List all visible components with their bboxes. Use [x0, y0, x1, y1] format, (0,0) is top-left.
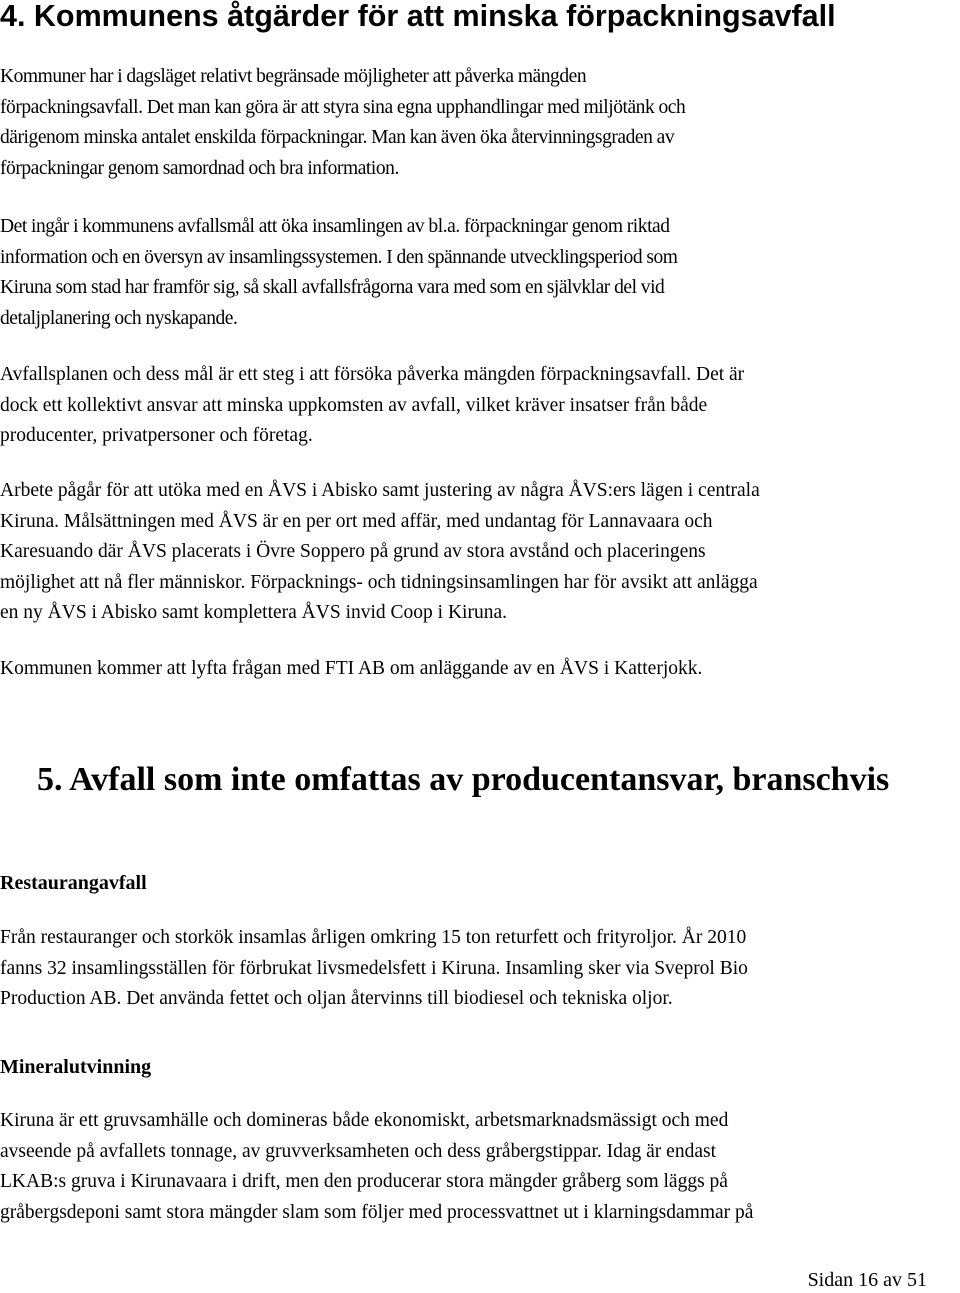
text-line: detaljplanering och nyskapande. — [0, 307, 238, 329]
subsection-restaurangavfall-text — [0, 923, 748, 1015]
section-5-heading: 5. Avfall som inte omfattas av producentansvar, branschvis — [37, 761, 890, 798]
text-line: avseende på avfallets tonnage, av gruvverksamheten och dess gråbergstippar. Idag är endast — [0, 1140, 716, 1162]
text-line: förpackningsavfall. Det man kan göra är att styra sina egna upphandlingar med miljötänk och — [0, 96, 686, 118]
text-line: Kommuner har i dagsläget relativt begränsade möjligheter att påverka mängden — [0, 66, 587, 87]
page-number: Sidan 16 av 51 — [807, 1269, 927, 1291]
text-line: förpackningar genom samordnad och bra information. — [0, 157, 399, 179]
subsection-title-mineralutvinning: Mineralutvinning — [0, 1056, 152, 1078]
text-line: Arbete pågår för att utöka med en ÅVS i Abisko samt justering av några ÅVS:ers lägen i centrala — [0, 480, 760, 501]
section-4-paragraph-1 — [0, 62, 685, 184]
text-line: Det ingår i kommunens avfallsmål att öka insamlingen av bl.a. förpackningar genom riktad — [0, 216, 670, 237]
text-line: Kiruna är ett gruvsamhälle och domineras både ekonomiskt, arbetsmarknadsmässigt och med — [0, 1110, 729, 1131]
text-line: dock ett kollektivt ansvar att minska uppkomsten av avfall, vilket kräver insatser från både — [0, 394, 708, 416]
text-line: LKAB:s gruva i Kirunavaara i drift, men den producerar stora mängder gråberg som läggs på — [0, 1171, 728, 1192]
subsection-mineralutvinning-text — [0, 1106, 753, 1228]
text-line: Production AB. Det använda fettet och oljan återvinns till biodiesel och tekniska oljor. — [0, 988, 673, 1009]
section-4-paragraph-2 — [0, 212, 678, 334]
text-line: Karesuando där ÅVS placerats i Övre Soppero på grund av stora avstånd och placeringens — [0, 541, 706, 562]
text-line: Kiruna. Målsättningen med ÅVS är en per ort med affär, med undantag för Lannavaara och — [0, 510, 713, 532]
text-line: Från restauranger och storkök insamlas årligen omkring 15 ton returfett och frityroljor. År 2010 — [0, 927, 747, 948]
text-line: producenter, privatpersoner och företag. — [0, 425, 313, 446]
section-4-paragraph-5 — [0, 654, 702, 685]
text-line: möjlighet att nå fler människor. Förpacknings- och tidningsinsamlingen har för avsikt att anlägga — [0, 571, 758, 593]
text-line: Kiruna som stad har framför sig, så skall avfallsfrågorna vara med som en självklar del vid — [0, 277, 665, 298]
text-line: fanns 32 insamlingsställen för förbrukat livsmedelsfett i Kiruna. Insamling sker via Sveprol Bio — [0, 957, 748, 979]
text-line: gråbergsdeponi samt stora mängder slam som följer med processvattnet ut i klarningsdammar på — [0, 1201, 754, 1223]
text-line: därigenom minska antalet enskilda förpackningar. Man kan även öka återvinningsgraden av — [0, 127, 675, 148]
text-line: en ny ÅVS i Abisko samt komplettera ÅVS invid Coop i Kiruna. — [0, 602, 507, 623]
section-4-paragraph-4 — [0, 476, 760, 629]
section-4-heading: 4. Kommunens åtgärder för att minska förpackningsavfall — [0, 0, 836, 33]
section-4-paragraph-3 — [0, 360, 744, 452]
text-line: Avfallsplanen och dess mål är ett steg i att försöka påverka mängden förpackningsavfall. Det är — [0, 364, 745, 385]
text-line: information och en översyn av insamlingssystemen. I den spännande utvecklingsperiod som — [0, 246, 678, 268]
subsection-title-restaurangavfall: Restaurangavfall — [0, 872, 147, 894]
text-line: Kommunen kommer att lyfta frågan med FTI AB om anläggande av en ÅVS i Katterjokk. — [0, 658, 703, 679]
